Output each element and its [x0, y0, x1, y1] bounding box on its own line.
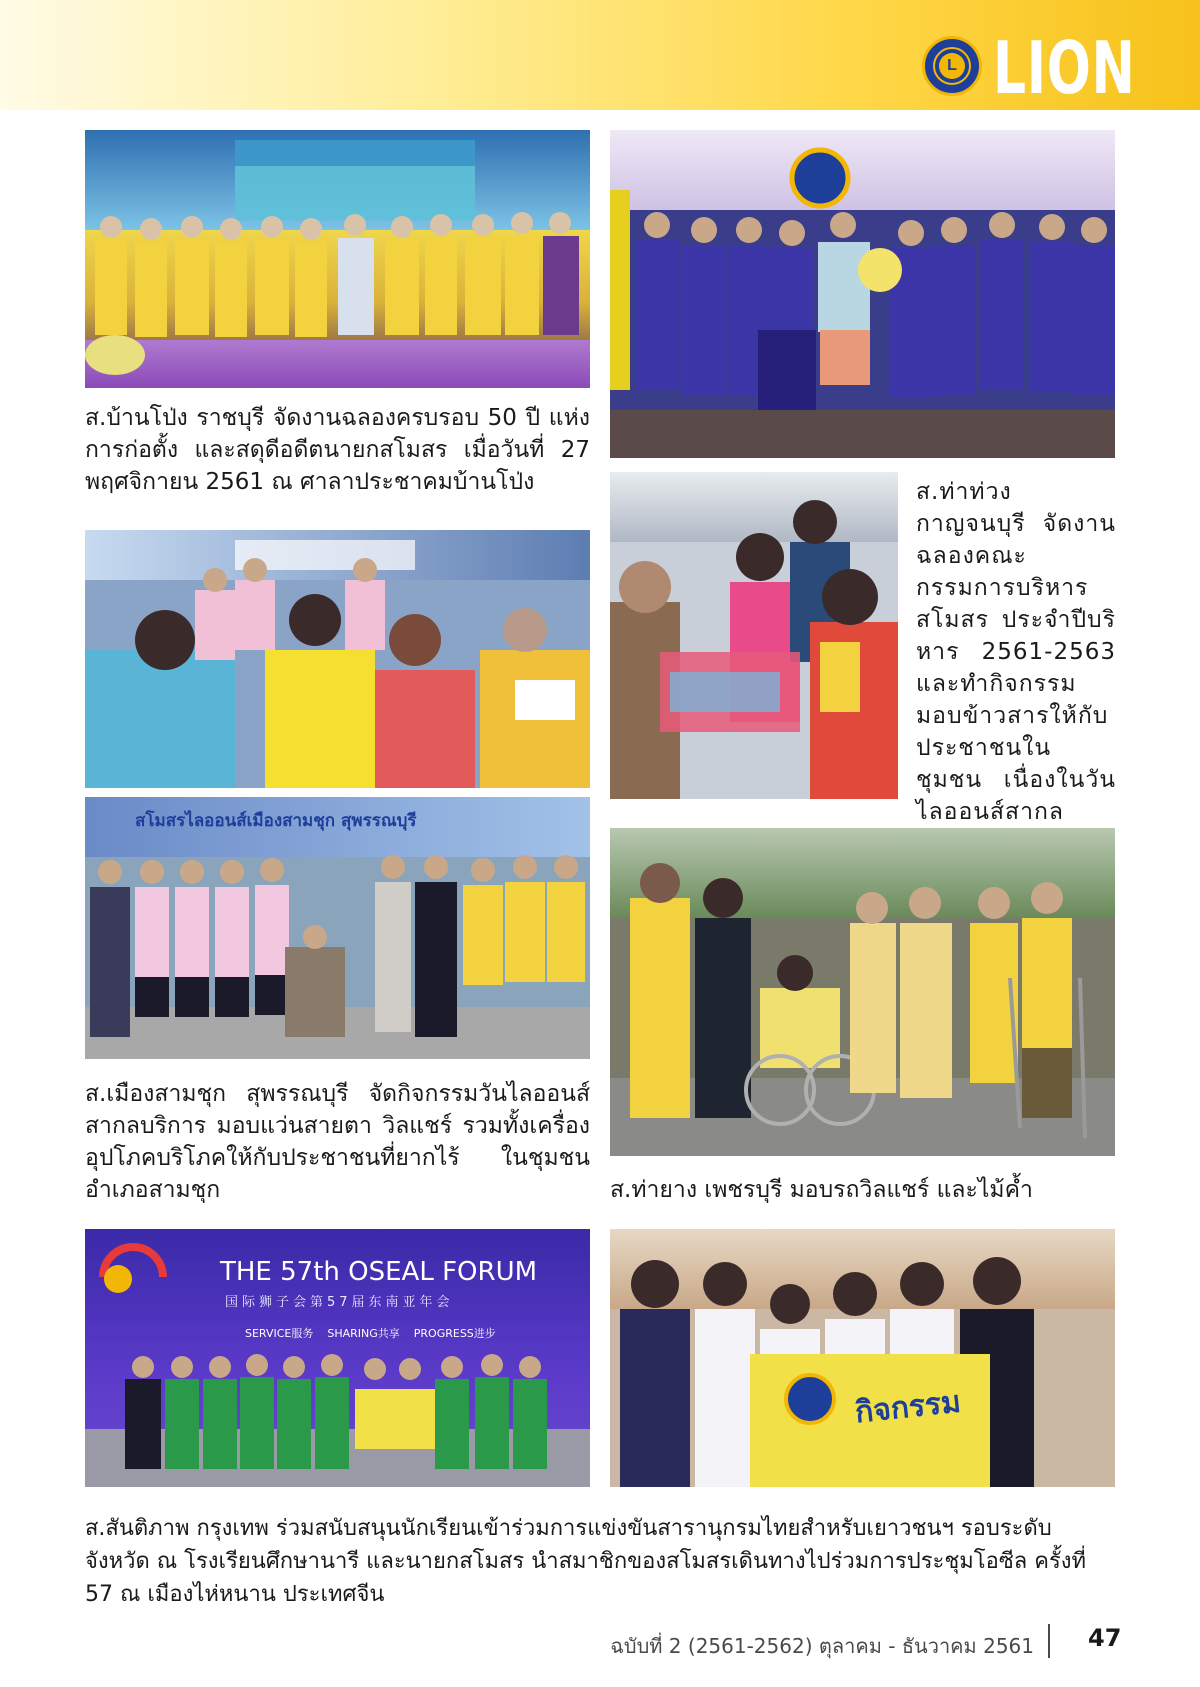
- oseal-forum-group-photo: [85, 1229, 590, 1487]
- lions-logo-letter: L: [939, 53, 965, 79]
- page-header: [0, 0, 1200, 110]
- thayang-wheelchair-photo: [610, 828, 1115, 1156]
- caption-santiphap: ส.สันติภาพ กรุงเทพ ร่วมสนับสนุนนักเรียนเข้าร่วมการแข่งขันสารานุกรมไทยสำหรับเยาวชนฯ รอบระดับจังหวัด ณ โรงเรียนศึกษานารี และนายกสโมสร นำสมาชิกของสโมสรเดินทางไปร่วมการประชุมโอซีล ครั้งที่ 57 ณ เมืองไห่หนาน ประเทศจีน: [85, 1516, 1087, 1607]
- officers-silhouettes: [610, 130, 1115, 458]
- people-silhouettes: [85, 130, 590, 388]
- thamuang-officers-photo: [610, 130, 1115, 458]
- caption-thamuang: ส.ท่าท่วง กาญจนบุรี จัดงานฉลองคณะกรรมการบริหารสโมสร ประจำปีบริหาร 2561-2563 และทำกิจกรรมมอบข้าวสารให้กับประชาชนในชุมชน เนื่องในวันไลออนส์สากล: [916, 479, 1116, 825]
- footer-divider: [1048, 1624, 1050, 1658]
- students-silhouettes: [610, 1229, 1115, 1487]
- oseal-title: THE 57th OSEAL FORUM: [220, 1257, 538, 1287]
- banpong-anniversary-photo: [85, 130, 590, 388]
- students-competition-photo: [610, 1229, 1115, 1487]
- eye-glasses-activity-photo: [85, 530, 590, 788]
- page-number: 47: [1088, 1624, 1122, 1652]
- muang-samchuk-group-photo: [85, 797, 590, 1059]
- caption-banpong: ส.บ้านโป่ง ราชบุรี จัดงานฉลองครบรอบ 50 ปี แห่งการก่อตั้ง และสดุดีอดีตนายกสโมสร เมื่อวันที่ 27 พฤศจิกายน 2561 ณ ศาลาประชาคมบ้านโป่ง: [85, 405, 590, 495]
- group-silhouettes: [85, 797, 590, 1059]
- brand-title: LION: [993, 26, 1136, 110]
- wheelchair-silhouettes: [610, 828, 1115, 1156]
- donation-silhouettes: [610, 472, 898, 799]
- students-banner-text: กิจกรรม: [853, 1384, 963, 1431]
- lions-logo-icon: [922, 36, 982, 96]
- issue-info: ฉบับที่ 2 (2561-2562) ตุลาคม - ธันวาคม 2561: [610, 1634, 1034, 1658]
- caption-thayang: ส.ท่ายาง เพชรบุรี มอบรถวิลแชร์ และไม้ค้ำ: [610, 1177, 1033, 1203]
- caption-muang-samchuk: ส.เมืองสามชุก สุพรรณบุรี จัดกิจกรรมวันไลออนส์สากลบริการ มอบแว่นสายตา วิลแชร์ รวมทั้งเครื่องอุปโภคบริโภคให้กับประชาชนที่ยากไร้ ในชุมชนอำเภอสามชุก: [85, 1081, 590, 1203]
- eye-test-silhouettes: [85, 530, 590, 788]
- oseal-tags: SERVICE服务 SHARING共享 PROGRESS进步: [245, 1327, 496, 1340]
- oseal-subtitle: 国际狮子会第57届东南亚年会: [225, 1295, 454, 1310]
- samchuk-banner-text: สโมสรไลออนส์เมืองสามชุก สุพรรณบุรี: [135, 811, 417, 831]
- rice-donation-photo: [610, 472, 898, 799]
- delegates-silhouettes: [85, 1229, 590, 1487]
